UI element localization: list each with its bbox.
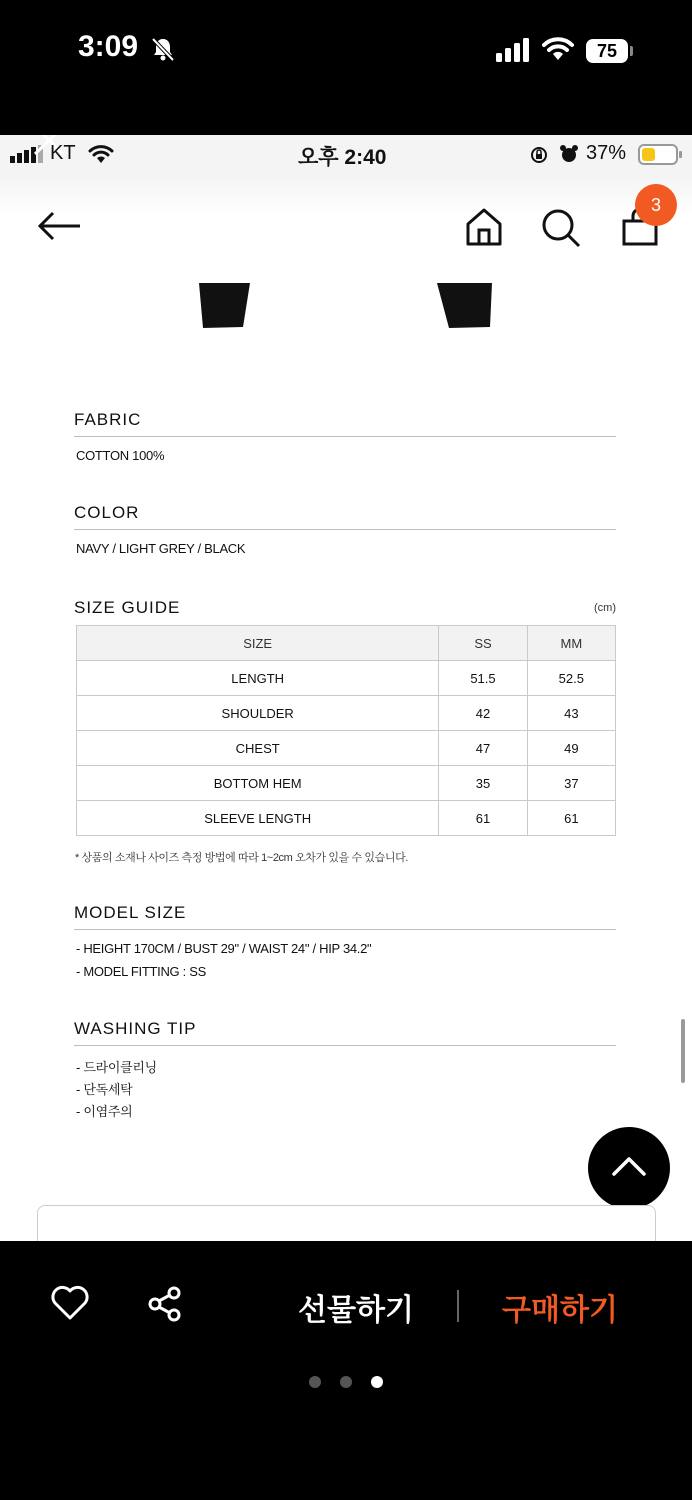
alarm-icon [559,144,579,164]
washing-tip-title: WASHING TIP [74,1019,197,1038]
gift-button[interactable]: 선물하기 [298,1294,414,1327]
cellular-signal-icon [496,38,532,62]
table-cell: 47 [439,731,527,766]
table-cell: 61 [527,801,615,836]
table-row [77,801,616,836]
inner-carrier: KT [50,142,76,164]
size-note: * 상품의 소재나 사이즈 측정 방법에 따라 1~2cm 오차가 있을 수 있습니다. [75,852,408,864]
outer-clock: 3:09 [78,30,139,63]
scrollbar-thumb[interactable] [681,1019,685,1083]
table-header-cell: MM [527,626,615,661]
model-fitting-line: - MODEL FITTING : SS [76,964,207,979]
table-header-cell: SIZE [77,626,439,661]
button-divider [457,1290,459,1322]
page-dot[interactable] [309,1376,321,1388]
share-icon[interactable] [146,1285,184,1323]
heart-icon[interactable] [50,1285,90,1321]
product-image-left-sleeve [197,283,251,329]
wifi-icon [542,36,574,62]
table-cell: SHOULDER [77,696,439,731]
silent-bell-icon [150,36,176,62]
table-cell: 35 [439,766,527,801]
table-cell: SLEEVE LENGTH [77,801,439,836]
page-dot[interactable] [340,1376,352,1388]
washing-tip-item: - 단독세탁 [76,1082,133,1097]
color-title: COLOR [74,503,140,522]
bottom-action-bar [0,1241,692,1500]
size-guide-title: SIZE GUIDE [74,598,181,617]
section-divider [74,929,616,930]
table-row [77,731,616,766]
cart-count-badge: 3 [635,184,677,226]
table-cell: 43 [527,696,615,731]
size-table [76,625,616,836]
page-dot-active[interactable] [371,1376,383,1388]
table-row [77,661,616,696]
section-divider [74,436,616,437]
product-image-right-sleeve [437,283,493,329]
inner-battery-icon [638,144,684,166]
table-row [77,696,616,731]
color-value: NAVY / LIGHT GREY / BLACK [76,541,246,556]
table-cell: 61 [439,801,527,836]
size-unit: (cm) [594,602,616,614]
section-divider [74,529,616,530]
inner-wifi-icon [88,144,114,164]
table-cell: CHEST [77,731,439,766]
washing-tip-item: - 이염주의 [76,1104,133,1119]
chevron-up-icon [611,1155,647,1177]
table-cell: 42 [439,696,527,731]
table-cell: 51.5 [439,661,527,696]
table-header-cell: SS [439,626,527,661]
table-cell: LENGTH [77,661,439,696]
battery-nub [630,46,633,56]
product-detail-screenshot [0,135,692,1241]
model-size-line: - HEIGHT 170CM / BUST 29" / WAIST 24" / HIP 34.2" [76,941,372,956]
back-arrow-icon[interactable] [36,209,82,243]
model-size-title: MODEL SIZE [74,903,187,922]
app-header [0,175,692,275]
battery-level: 75 [586,39,628,63]
search-icon[interactable] [540,207,582,249]
table-cell: BOTTOM HEM [77,766,439,801]
table-cell: 52.5 [527,661,615,696]
table-header-row [77,626,616,661]
washing-tip-item: - 드라이클리닝 [76,1060,157,1075]
table-cell: 37 [527,766,615,801]
table-row [77,766,616,801]
section-divider [74,1045,616,1046]
rotation-lock-icon [530,146,548,164]
table-cell: 49 [527,731,615,766]
inner-battery-percent: 37% [586,142,627,164]
review-section-box [37,1205,656,1241]
buy-button[interactable]: 구매하기 [502,1294,618,1327]
scroll-to-top-button[interactable] [588,1127,670,1209]
outer-status-bar [0,0,692,135]
fabric-value: COTTON 100% [76,448,165,463]
inner-clock: 오후 2:40 [298,146,387,169]
home-icon[interactable] [464,207,504,247]
fabric-title: FABRIC [74,410,142,429]
